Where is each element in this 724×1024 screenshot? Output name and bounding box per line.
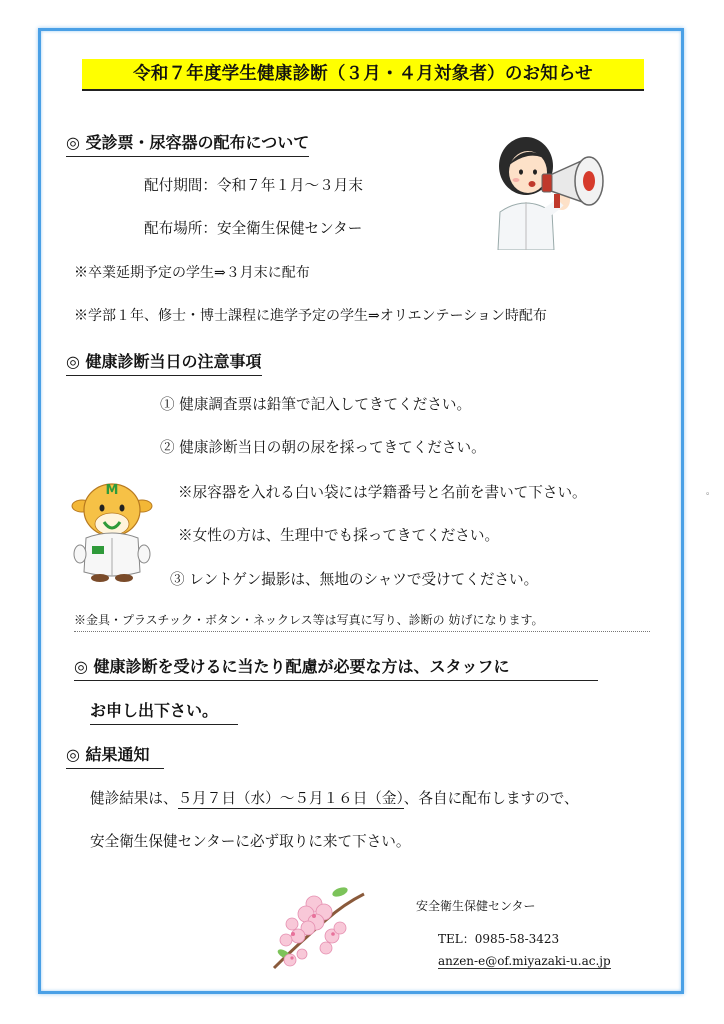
stray-mark: 。 <box>706 487 716 497</box>
distribution-place: 配布場所：安全衛生保健センター <box>144 220 363 237</box>
precaution-sub-note-2: ※女性の方は、生理中でも採ってきてください。 <box>178 527 500 544</box>
precaution-item-2: ② 健康診断当日の朝の尿を採ってきてください。 <box>160 439 486 456</box>
footer-email-link[interactable]: anzen-e@of.miyazaki-u.ac.jp <box>438 954 611 968</box>
consideration-notice-line-1: ◎ 健康診断を受けるに当たり配慮が必要な方は、スタッフに <box>74 654 598 681</box>
precaution-sub-note-1: ※尿容器を入れる白い袋には学籍番号と名前を書いて下さい。 <box>178 484 587 501</box>
results-text-suffix: 、各自に配布しますので、 <box>403 790 579 807</box>
consideration-notice-line-2: お申し出下さい。 <box>90 698 238 725</box>
section-distribution-heading: ◎ 受診票・尿容器の配布について <box>66 130 309 157</box>
mascot-letter: M <box>105 483 119 498</box>
distribution-period: 配付期間：令和７年１月～３月末 <box>144 177 363 194</box>
section-precautions-heading: ◎ 健康診断当日の注意事項 <box>66 349 262 376</box>
xray-warning: ※金具・プラスチック・ボタン・ネックレス等は写真に写り、診断の 妨げになります。 <box>74 611 650 632</box>
results-text-prefix: 健診結果は、 <box>90 790 178 807</box>
mascot-illustration <box>70 480 154 584</box>
note-new-students: ※学部１年、修士・博士課程に進学予定の学生⇒オリエンテーション時配布 <box>74 308 547 324</box>
precaution-item-1: ① 健康調査票は鉛筆で記入してきてください。 <box>160 396 472 413</box>
results-text-line-1 <box>90 787 579 808</box>
footer-organization: 安全衛生保健センター <box>416 899 536 913</box>
footer-phone: TEL：0985-58-3423 <box>438 932 560 946</box>
results-text-line-2: 安全衛生保健センターに必ず取りに来て下さい。 <box>90 833 411 850</box>
results-dates: ５月７日（水）～５月１６日（金） <box>177 790 404 807</box>
cherry-blossom-illustration <box>268 884 368 972</box>
page-title: 令和７年度学生健康診断（３月・４月対象者）のお知らせ <box>82 59 644 91</box>
note-graduation-delay: ※卒業延期予定の学生⇒３月末に配布 <box>74 265 310 281</box>
section-results-heading: ◎ 結果通知 <box>66 742 164 769</box>
precaution-item-3: ③ レントゲン撮影は、無地のシャツで受けてください。 <box>170 571 539 588</box>
nurse-megaphone-illustration <box>488 128 620 250</box>
